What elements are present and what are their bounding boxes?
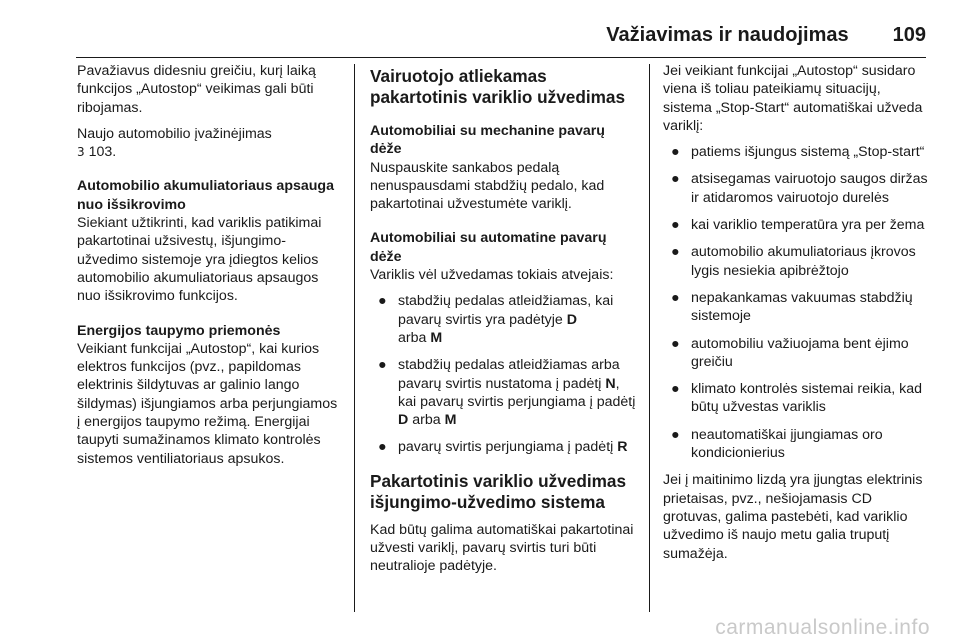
manual-text: Nuspauskite sankabos pedalą nenuspausdami stabdžių pedalo, kad pakartotinai užvestumėte variklį. [370,159,605,213]
bullet-icon: ● [378,293,387,310]
automatic-heading: Automobiliai su automatine pavarų dėže [370,230,607,265]
bullet-icon: ● [671,289,680,306]
watermark: carmanualsonline.info [715,616,930,639]
list-item: ● automobiliu važiuojama bent ėjimo greičiu [671,335,909,370]
bullet-icon: ● [671,426,680,443]
list-item: ● automobilio akumuliatoriaus įkrovos lygis nesiekia apibrėžtojo [671,244,916,279]
column-divider-2 [649,64,650,612]
bullet-icon: ● [671,381,680,398]
page-reference-arrow-icon: 3 [77,145,85,160]
system-restart-text: Kad būtų galima automatiškai pakartotinai užvesti variklį, pavarų svirtis turi būti neutralioje padėtyje. [370,521,634,575]
page-header [0,24,926,56]
list-item: ● stabdžių pedalas atleidžiamas arba pavarų svirtis nustatoma į padėtį N, kai pavarų svirtis perjungiama į padėtį D arba M [378,357,636,429]
list-item: ● patiems išjungus sistemą „Stop-start“ [671,144,925,161]
list-item: ● nepakankamas vakuumas stabdžių sistemoje [671,289,913,325]
column-divider-1 [354,64,355,612]
bullet-icon: ● [671,144,680,161]
energy-heading: Energijos taupymo priemonės [77,322,281,339]
page-title: Važiavimas ir naudojimas [606,24,849,46]
header-rule [76,57,926,58]
list-item: ● klimato kontrolės sistemai reikia, kad būtų užvestas variklis [671,381,923,416]
auto-restart-intro: Jei veikiant funkcijai „Autostop“ susidaro viena iš toliau pateikiamų situacijų, sistema „Stop-Start“ automatiškai užveda variklį: [663,63,923,134]
column-3 [663,62,929,571]
manual-heading: Automobiliai su mechanine pavarų dėže [370,123,605,158]
bullet-icon: ● [378,357,387,374]
reference-text: Naujo automobilio įvažinėjimas [77,125,272,142]
bullet-icon: ● [671,244,680,261]
manual-section [370,122,640,213]
list-item: ● stabdžių pedalas atleidžiamas, kai pavarų svirtis yra padėtyje D arba M [378,293,614,346]
battery-heading: Automobilio akumuliatoriaus apsauga nuo išsikrovimo [77,178,334,213]
intro-paragraph: Pavažiavus didesniu greičiu, kurį laiką funkcijos „Autostop“ veikimas gali būti ribojamas. [77,63,316,116]
reference-link[interactable]: 103. [88,144,117,161]
list-item: ● atsisegamas vairuotojo saugos diržas ir atidaromos vairuotojo durelės [671,171,928,206]
bullet-icon: ● [378,439,387,456]
automatic-intro: Variklis vėl užvedamas tokiais atvejais: [370,267,614,284]
automatic-section [370,229,640,456]
list-item: ● pavarų svirtis perjungiama į padėtį R [378,439,628,456]
battery-text: Siekiant užtikrinti, kad variklis patikimai pakartotinai užsivestų, išjungimo-užvedimo sistemoje yra įdiegtos kelios automobilio akumuliatoriaus apsaugos nuo išsikrovimo funkcijos. [77,215,322,305]
list-item: ● kai variklio temperatūra yra per žema [671,217,925,234]
battery-section [77,177,339,305]
list-item: ● neautomatiškai įjungiamas oro kondicionierius [671,426,883,462]
page-number: 109 [892,24,926,46]
driver-restart-heading: Vairuotojo atliekamas pakartotinis variklio užvedimas [370,66,626,107]
energy-text: Veikiant funkcijai „Autostop“, kai kurios elektros funkcijos (pvz., papildomas elektrinis šildytuvas ar galinio lango šildymas) išjungiamos arba perjungiamos į energijos taupymo režimą. Energijai taupyti sumažinamos klimato kontrolės sistemos ventiliatoriaus apsukos. [77,340,338,467]
system-restart-heading: Pakartotinis variklio užvedimas išjungimo-užvedimo sistema [370,470,627,512]
column-2 [370,62,640,584]
automatic-conditions-list [370,292,640,456]
auto-restart-conditions-list [663,143,929,462]
auto-restart-outro: Jei į maitinimo lizdą yra įjungtas elektrinis prietaisas, pvz., nešiojamasis CD grotuvas, galima pastebėti, kad variklio užvedimo iš naujo metu galia truputį sumažėja. [663,472,923,562]
reference-paragraph [77,125,339,162]
energy-section [77,322,339,468]
bullet-icon: ● [671,217,680,234]
column-1 [77,62,339,476]
bullet-icon: ● [671,171,680,188]
bullet-icon: ● [671,335,680,352]
